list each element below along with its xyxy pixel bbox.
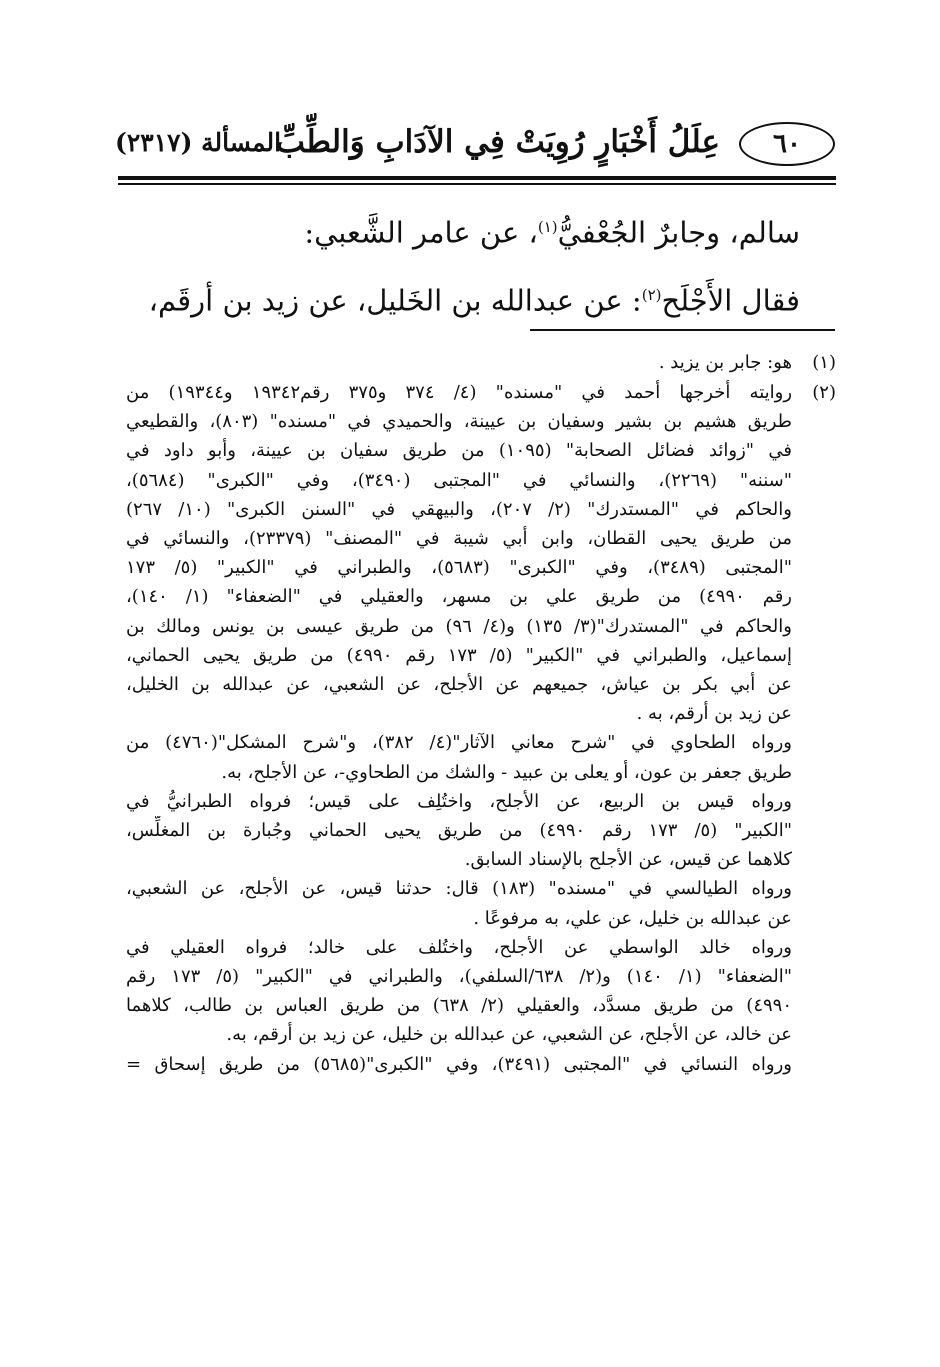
footnote-2-line: روايته أخرجها أحمد في "مسنده" (٤/ ٣٧٤ و٣٧٥ رقم١٩٣٤٢ و١٩٣٤٤) من	[126, 382, 792, 403]
footnote-paragraph-line: عن عبدالله بن خليل، عن علي، به مرفوعًا .	[473, 907, 792, 929]
footnotes	[126, 348, 836, 1079]
main-text	[140, 196, 800, 331]
main-line-2	[140, 264, 800, 332]
header-rule-thin	[118, 183, 836, 185]
issue-label: المسألة (٢٣١٧)	[115, 128, 282, 157]
footnote-separator	[530, 329, 835, 331]
footnote-paragraph-line: عن خالد، عن الأجلح، عن الشعبي، عن عبدالله بن خليل، عن زيد بن أرقم، به.	[226, 1024, 792, 1046]
footnote-paragraph-line: ورواه النسائي في "المجتبى (٣٤٩١)، وفي "الكبرى"(٥٦٨٥) من طريق إسحاق =	[126, 1053, 792, 1075]
footnote-2-line: عن أبي بكر بن عياش، جميعهم عن الأجلح، عن الشعبي، عن عبدالله بن الخليل،	[126, 674, 792, 696]
footnote-indent	[792, 728, 836, 1078]
footnote-2-line: رقم ٤٩٩٠) من طريق علي بن مسهر، والعقيلي في "الضعفاء" (١/ ١٤٠)،	[126, 586, 792, 608]
footnote-paragraph-line: ورواه خالد الواسطي عن الأجلح، واختُلف على خالد؛ فرواه العقيلي في	[126, 936, 792, 958]
main-line-1-before: سالم، وجابرٌ الجُعْفيُّ	[557, 215, 800, 250]
footnote-2-line: "سننه" (٢٢٦٩)، والنسائي في "المجتبى (٣٤٩٠)، وفي "الكبرى" (٥٦٨٤)،	[126, 469, 792, 491]
footnote-2-line: والحاكم في "المستدرك"(٣/ ١٣٥) و(٤/ ٩٦) من طريق عيسى بن يونس ومالك بن	[126, 615, 792, 637]
footnote-paragraph-line: "الكبير" (٥/ ١٧٣ رقم ٤٩٩٠) من طريق يحيى الحماني وجُبارة بن المغلِّس،	[126, 820, 792, 842]
main-line-1-after: ، عن عامر الشَّعبي:	[304, 215, 538, 250]
main-line-2-before: فقال الأَجْلَح	[661, 283, 800, 318]
footnote-paragraph-line: ٤٩٩٠) من طريق مسدَّد، والعقيلي (٢/ ٦٣٨) من طريق العباس بن طالب، كلاهما	[126, 995, 792, 1017]
page-header	[115, 118, 835, 178]
footnote-2-line: إسماعيل، والطبراني في "الكبير" (٥/ ١٧٣ رقم ٤٩٩٠) من طريق يحيى الحماني،	[126, 644, 792, 666]
book-title: عِلَلُ أَخْبَارٍ رُوِيَتْ فِي الآدَابِ وَالطِّبِّ	[275, 124, 720, 160]
footnote-paragraph-line: كلاهما عن قيس، عن الأجلح بالإسناد السابق.	[464, 849, 792, 871]
footnote-ref-2[interactable]: (٢)	[641, 285, 662, 304]
footnote-2-line: "المجتبى (٣٤٨٩)، وفي "الكبرى" (٥٦٨٣)، والطبراني في "الكبير" (٥/ ١٧٣	[126, 557, 792, 579]
footnote-paragraph-line: "الضعفاء" (١/ ١٤٠) و(٢/ ٦٣٨/السلفي)، والطبراني في "الكبير" (٥/ ١٧٣ رقم	[126, 966, 792, 988]
footnote-2	[126, 378, 836, 728]
footnote-2-line: في "زوائد فضائل الصحابة" (١٠٩٥) من طريق سفيان بن عيينة، وأبو داود في	[126, 440, 792, 462]
footnote-ref-1[interactable]: (١)	[537, 218, 558, 236]
footnote-1	[126, 348, 836, 378]
footnote-paragraph-line: ورواه الطحاوي في "شرح معاني الآثار"(٤/ ٣٨٢)، و"شرح المشكل"(٤٧٦٠) من	[126, 732, 792, 754]
page-number-oval	[739, 122, 835, 166]
page-number: ٦٠	[773, 129, 801, 159]
footnote-2-continuation	[126, 728, 836, 1078]
footnote-2-number: (٢)	[812, 382, 836, 403]
footnote-paragraph-line: ورواه الطيالسي في "مسنده" (١٨٣) قال: حدثنا قيس، عن الأجلح، عن الشعبي،	[126, 878, 792, 900]
header-rule-thick	[118, 176, 836, 180]
footnote-2-line: طريق هشيم بن بشير وسفيان بن عيينة، والحميدي في "مسنده" (٨٠٣)، والقطيعي	[126, 411, 792, 433]
footnote-2-paragraphs	[126, 728, 792, 1078]
footnote-1-number: (١)	[812, 352, 836, 373]
footnote-paragraph-line: طريق جعفر بن عون، أو يعلى بن عبيد - والشك من الطحاوي-، عن الأجلح، به.	[221, 761, 792, 783]
footnote-paragraph-line: ورواه قيس بن الربيع، عن الأجلح، واختُلِف على قيس؛ فرواه الطبرانيُّ في	[126, 790, 792, 812]
footnote-1-text: هو: جابر بن يزيد .	[658, 352, 792, 373]
main-line-1	[140, 196, 800, 264]
main-line-2-after: : عن عبدالله بن الخَليل، عن زيد بن أرقَم،	[148, 283, 642, 318]
footnote-2-line: من طريق يحيى القطان، وابن أبي شيبة في "المصنف" (٢٣٣٧٩)، والنسائي في	[126, 528, 792, 550]
footnote-2-body	[126, 378, 792, 728]
footnote-2-line: عن زيد بن أرقم، به .	[636, 703, 792, 725]
footnote-2-line: والحاكم في "المستدرك" (٢/ ٢٠٧)، والبيهقي في "السنن الكبرى" (١٠/ ٢٦٧)	[126, 498, 792, 520]
